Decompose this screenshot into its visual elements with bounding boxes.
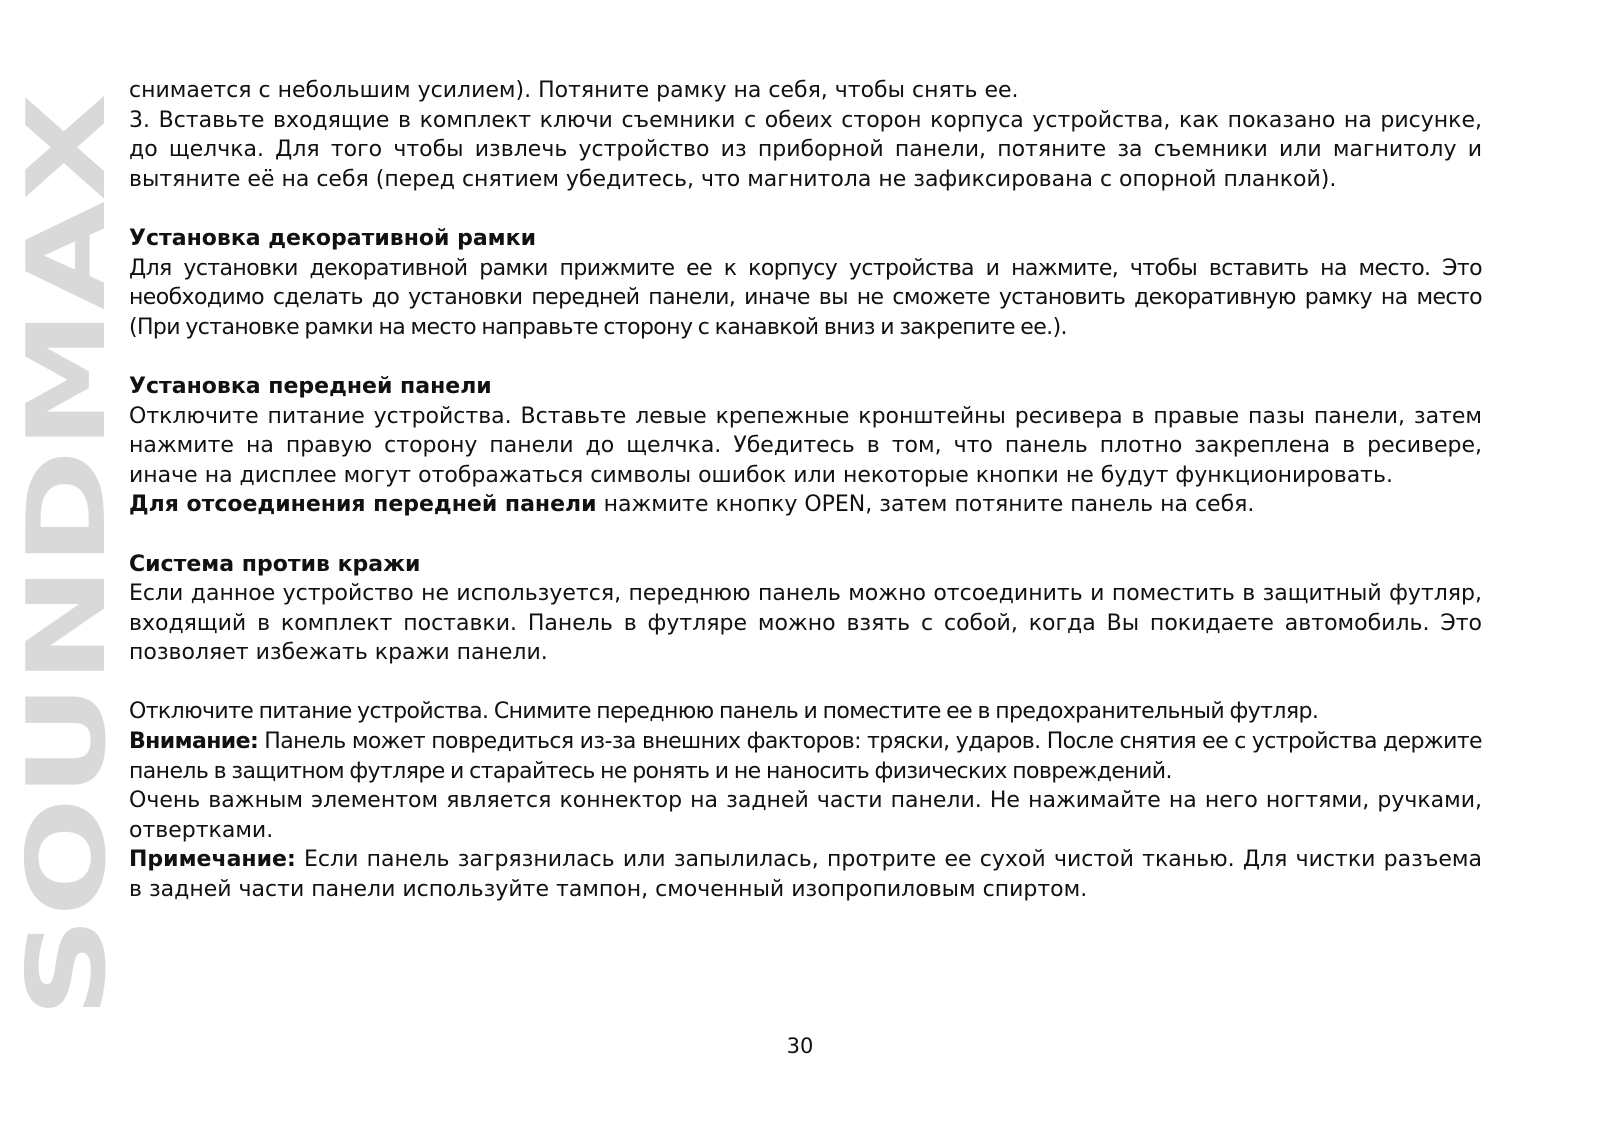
document-body: [129, 76, 1482, 905]
paragraph-note: [129, 845, 1482, 904]
paragraph-front-panel: Отключите питание устройства. Вставьте левые крепежные кронштейны ресивера в правые пазы панели, затем нажмите на правую сторону панели до щелчка. Убедитесь в том, что панель плотно закреплена в ресивере, иначе на дисплее могут отображаться символы ошибок или некоторые кнопки не будут функционировать.: [129, 403, 1482, 488]
watermark-text: SOUNDMAX: [5, 306, 130, 1018]
paragraph-frame-removal: снимается с небольшим усилием). Потяните рамку на себя, чтобы снять ее.: [129, 78, 1019, 103]
attention-text: Панель может повредиться из-за внешних факторов: тряски, ударов. После снятия ее с устройства держите панель в защитном футляре и старайтесь не ронять и не наносить физических повреждений.: [129, 729, 1482, 784]
detach-panel-label: Для отсоединения передней панели: [129, 492, 597, 518]
paragraph-decorative-frame: Для установки декоративной рамки прижмите ее к корпусу устройства и нажмите, чтобы вставить на место. Это необходимо сделать до установки передней панели, иначе вы не сможете установить декоративную рамку на место (При установке рамки на место направьте сторону с канавкой вниз и закрепите ее.).: [129, 255, 1482, 340]
detach-panel-text: нажмите кнопку OPEN, затем потяните панель на себя.: [596, 492, 1255, 518]
spacer: [129, 520, 1482, 550]
paragraph-step-3: 3. Вставьте входящие в комплект ключи съемники с обеих сторон корпуса устройства, как показано на рисунке, до щелчка. Для того чтобы извлечь устройство из приборной панели, потяните за съемники или магнитолу и вытяните её на себя (перед снятием убедитесь, что магнитола не зафиксирована с опорной планкой).: [129, 107, 1482, 192]
paragraph-attention: [129, 727, 1482, 786]
heading-decorative-frame: Установка декоративной рамки: [129, 225, 536, 251]
spacer: [129, 668, 1482, 698]
paragraph-detach-panel: [129, 490, 1482, 520]
note-label: Примечание:: [129, 847, 296, 873]
paragraph-power-off: Отключите питание устройства. Снимите переднюю панель и поместите ее в предохранительный футляр.: [129, 699, 1319, 725]
soundmax-watermark-logo: [5, 88, 130, 1018]
watermark-svg: [5, 88, 130, 1018]
attention-label: Внимание:: [129, 729, 259, 755]
spacer: [129, 194, 1482, 224]
note-text: Если панель загрязнилась или запылилась, протрите ее сухой чистой тканью. Для чистки разъема в задней части панели используйте тампон, смоченный изопропиловым спиртом.: [129, 847, 1482, 903]
page-number: 30: [786, 1034, 814, 1058]
paragraph-connector: Очень важным элементом является коннектор на задней части панели. Не нажимайте на него ногтями, ручками, отвертками.: [129, 788, 1482, 843]
spacer: [129, 342, 1482, 372]
paragraph-anti-theft: Если данное устройство не используется, переднюю панель можно отсоединить и поместить в защитный футляр, входящий в комплект поставки. Панель в футляре можно взять с собой, когда Вы покидаете автомобиль. Это позволяет избежать кражи панели.: [129, 581, 1482, 666]
heading-anti-theft: Система против кражи: [129, 551, 421, 577]
heading-front-panel: Установка передней панели: [129, 373, 492, 399]
